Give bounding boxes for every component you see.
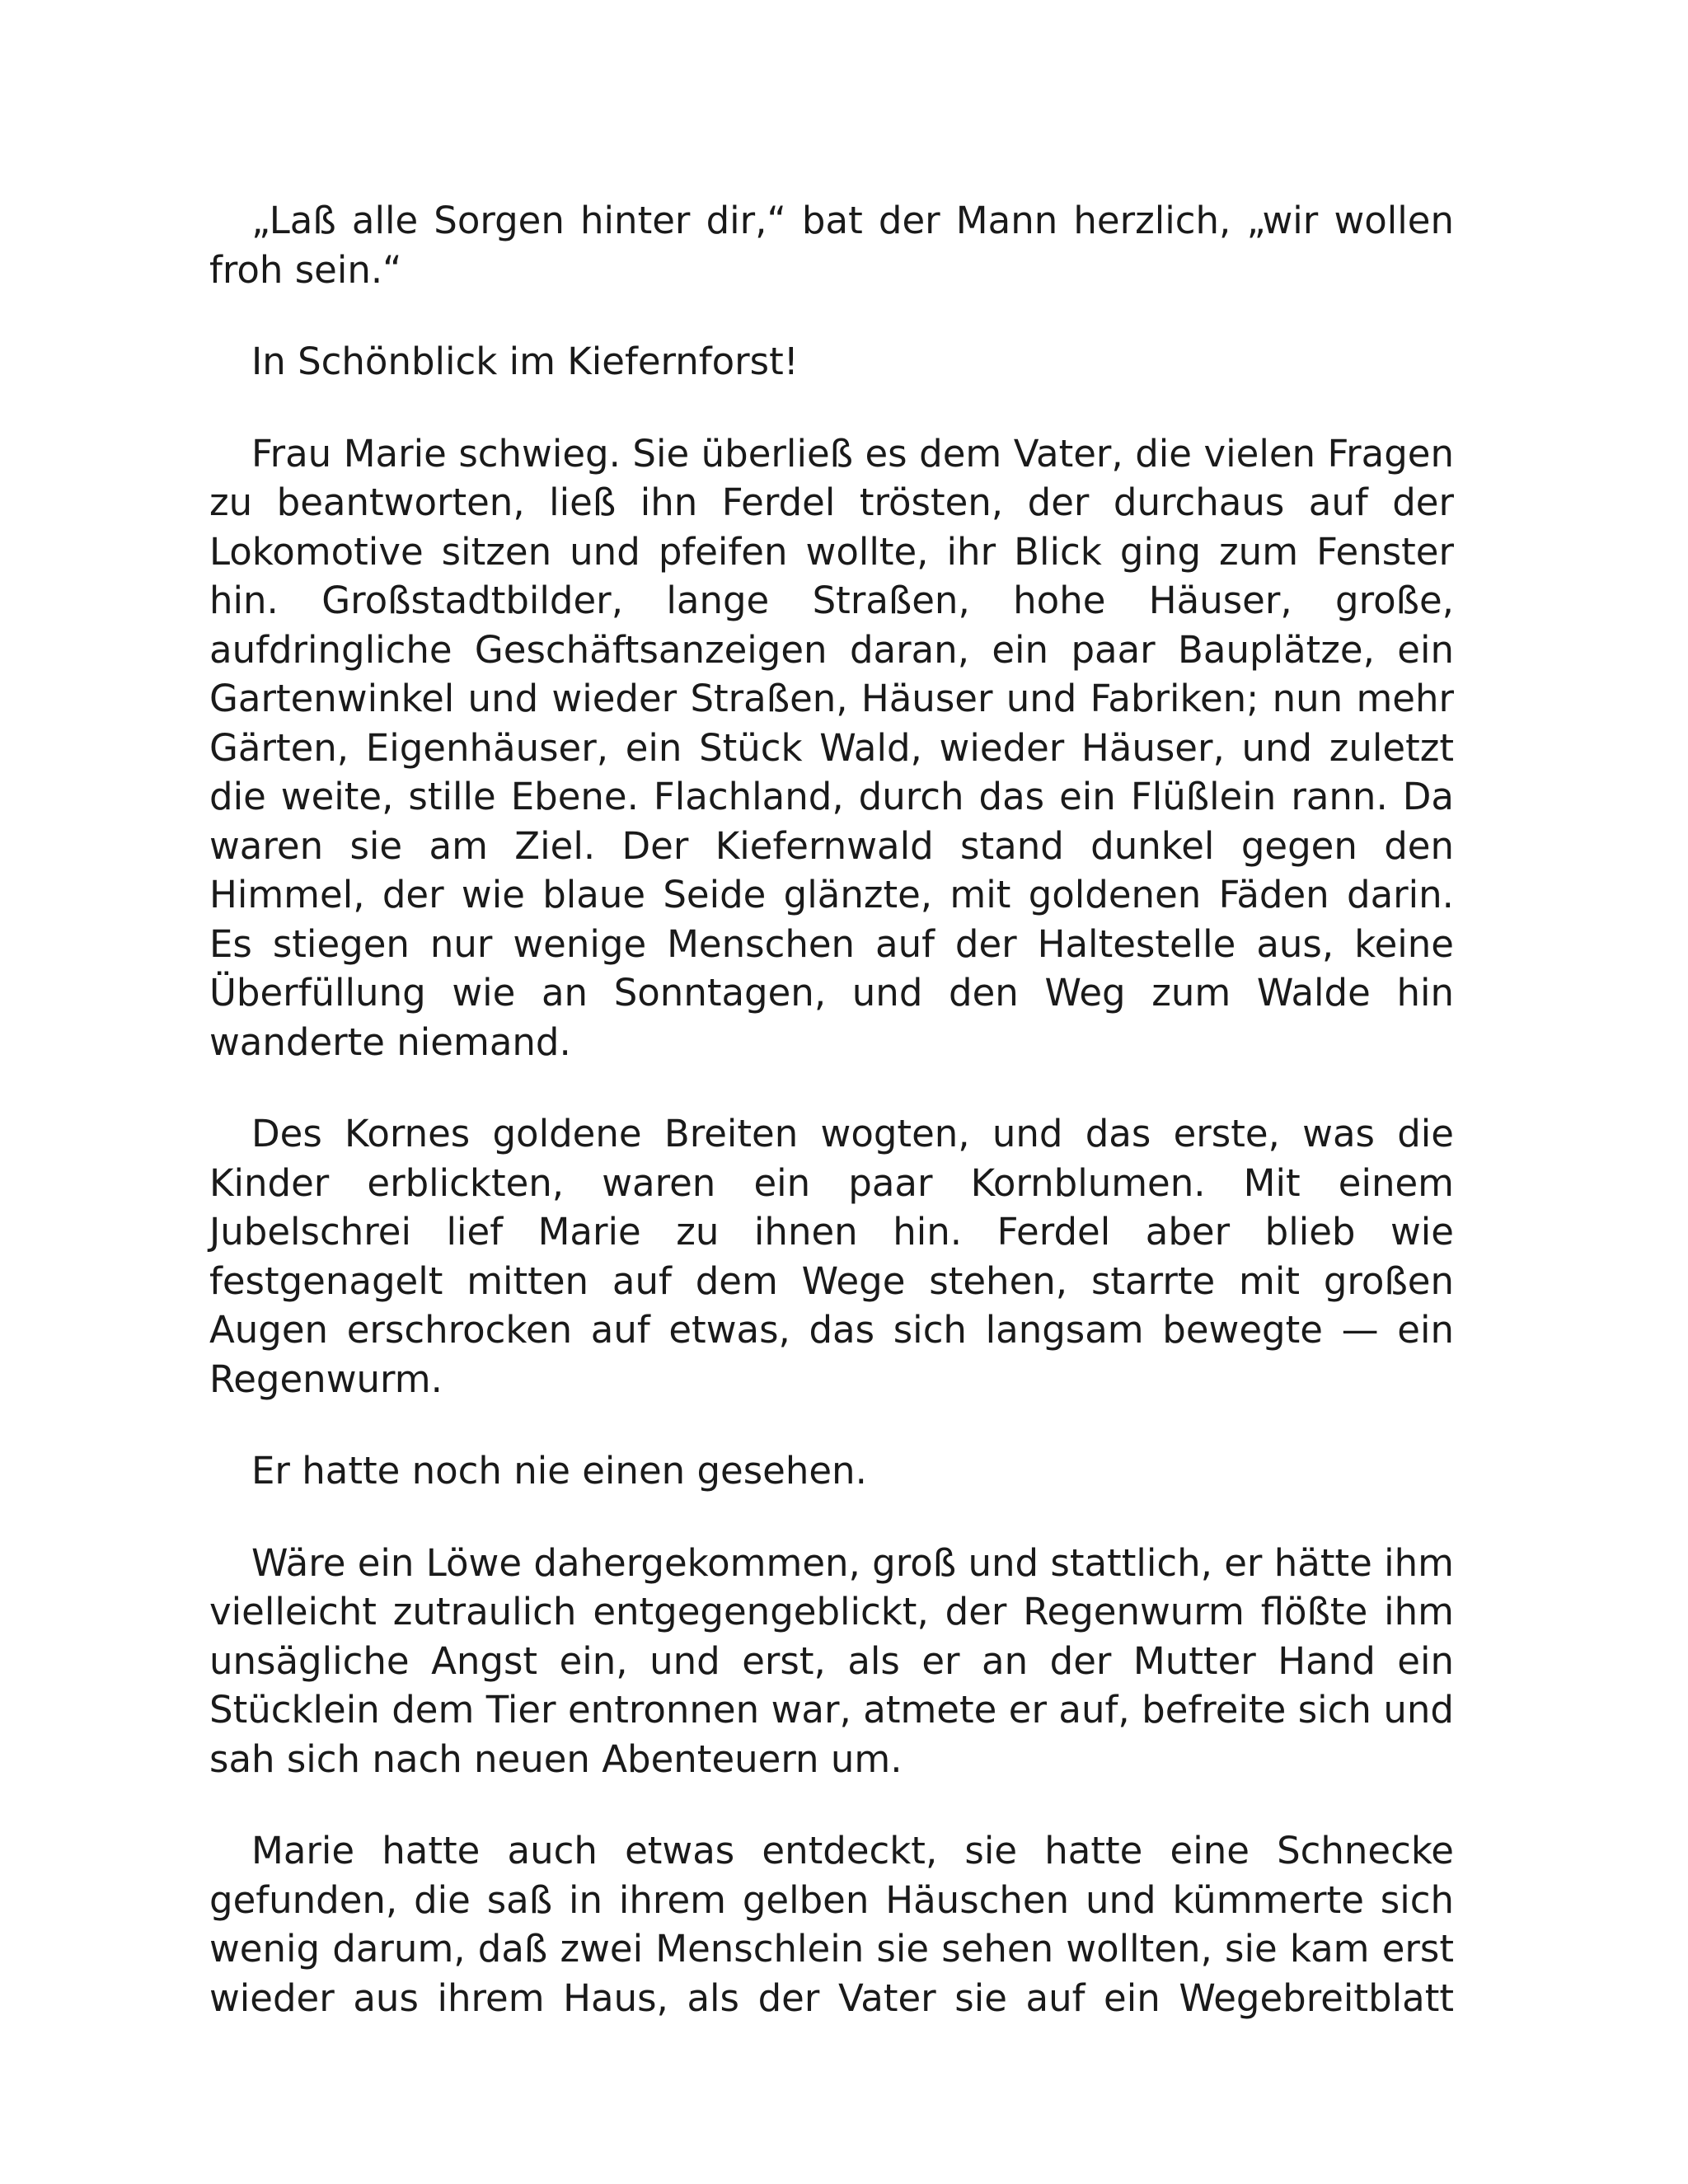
paragraph-4: Des Kornes goldene Breiten wogten, und das erste, was die Kinder erblickten, waren ein paar Kornblumen. Mit einem Jubelschrei lief Marie zu ihnen hin. Ferdel aber blieb wie festgenagelt mitten auf dem Wege stehen, starrte mit großen Augen erschrocken auf etwas, das sich langsam bewegte — ein Regenwurm.	[209, 1112, 1454, 1401]
paragraph-3: Frau Marie schwieg. Sie überließ es dem Vater, die vielen Fragen zu beantworten, ließ ihn Ferdel trösten, der durchaus auf der Lokomotive sitzen und pfeifen wollte, ihr Blick ging zum Fenster hin. Großstadtbilder, lange Straßen, hohe Häuser, große, aufdringliche Geschäftsanzeigen daran, ein paar Bauplätze, ein Gartenwinkel und wieder Straßen, Häuser und Fabriken; nun mehr Gärten, Eigenhäuser, ein Stück Wald, wieder Häuser, und zuletzt die weite, stille Ebene. Flachland, durch das ein Flüßlein rann. Da waren sie am Ziel. Der Kiefernwald stand dunkel gegen den Himmel, der wie blaue Seide glänzte, mit goldenen Fäden darin. Es stiegen nur wenige Menschen auf der Haltestelle aus, keine Überfüllung wie an Sonntagen, und den Weg zum Walde hin wanderte niemand.	[209, 431, 1454, 1064]
paragraph-5: Er hatte noch nie einen gesehen.	[251, 1449, 867, 1493]
paragraph-1: „Laß alle Sorgen hinter dir,“ bat der Mann herzlich, „wir wollen froh sein.“	[209, 199, 1454, 292]
document-page	[209, 196, 1454, 2022]
paragraph-2: In Schönblick im Kiefernforst!	[251, 340, 799, 383]
paragraph-7: Marie hatte auch etwas entdeckt, sie hatte eine Schnecke gefunden, die saß in ihrem gelben Häuschen und kümmerte sich wenig darum, daß zwei Menschlein sie sehen wollten, sie kam erst wieder aus ihrem Haus, als der Vater sie auf ein Wegebreitblatt	[209, 1829, 1454, 2020]
paragraph-6: Wäre ein Löwe dahergekommen, groß und stattlich, er hätte ihm vielleicht zutraulich entgegengeblickt, der Regenwurm flößte ihm unsägliche Angst ein, und erst, als er an der Mutter Hand ein Stücklein dem Tier entronnen war, atmete er auf, befreite sich und sah sich nach neuen Abenteuern um.	[209, 1540, 1454, 1781]
